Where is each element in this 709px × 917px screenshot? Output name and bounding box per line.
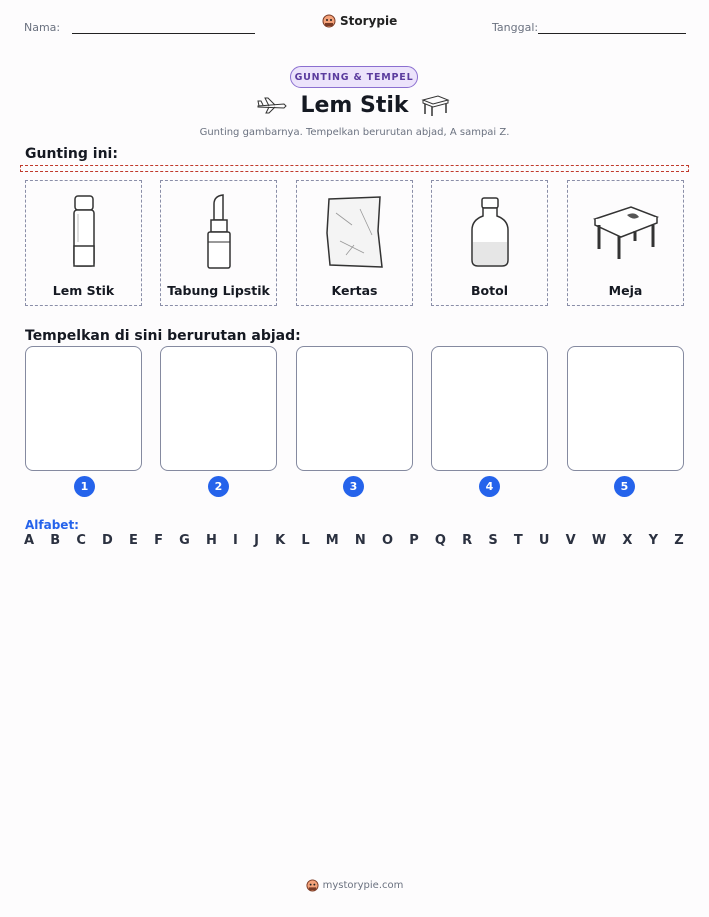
cut-card-label: Meja (608, 283, 643, 298)
alphabet-letter: Z (674, 533, 684, 548)
paste-slot-1[interactable] (25, 346, 142, 471)
alphabet-letter: N (354, 533, 366, 548)
cut-card-botol[interactable] (431, 180, 548, 306)
storypie-mascot-icon (306, 879, 319, 892)
alphabet-letter: T (513, 533, 523, 548)
header-bar (24, 14, 687, 40)
alphabet-letter: X (622, 533, 633, 548)
paste-slot-2[interactable] (160, 346, 277, 471)
alphabet-letter: A (24, 533, 35, 548)
alphabet-letter: F (154, 533, 163, 548)
name-label: Nama: (24, 21, 61, 34)
alphabet-letter: G (179, 533, 190, 548)
footer-site-link[interactable]: mystorypie.com (322, 880, 404, 891)
lipstick-icon (199, 192, 239, 272)
name-field-line[interactable] (72, 33, 255, 34)
activity-badge: GUNTING & TEMPEL (290, 66, 418, 88)
brand-logo (322, 14, 397, 28)
brand-name: Storypie (340, 14, 398, 28)
title-row (0, 93, 709, 123)
alphabet-letter: R (462, 533, 473, 548)
cut-card-lem-stik[interactable] (25, 180, 142, 306)
page-title: Lem Stik (300, 93, 409, 118)
alphabet-letter: J (254, 533, 259, 548)
cut-card-kertas[interactable] (296, 180, 413, 306)
alphabet-letter: E (129, 533, 138, 548)
alphabet-letter: V (565, 533, 576, 548)
paste-slot-4[interactable] (431, 346, 548, 471)
storypie-mascot-icon (322, 14, 336, 28)
alphabet-letter: Y (648, 533, 659, 548)
alphabet-letter: K (275, 533, 286, 548)
date-field-line[interactable] (538, 33, 686, 34)
cut-card-label: Lem Stik (52, 283, 115, 298)
alphabet-letter: U (538, 533, 550, 548)
alphabet-letter: O (381, 533, 394, 548)
paste-section-label: Tempelkan di sini berurutan abjad: (25, 328, 301, 344)
footer (0, 879, 709, 892)
alphabet-letter: C (76, 533, 86, 548)
cut-card-meja[interactable] (567, 180, 684, 306)
cut-card-label: Botol (471, 283, 508, 298)
alphabet-letter: Q (434, 533, 446, 548)
slot-number-3: 3 (343, 476, 364, 497)
table-deco-icon (420, 93, 450, 117)
alphabet-letter: H (205, 533, 217, 548)
alphabet-letter: W (591, 533, 607, 548)
slot-number-1: 1 (74, 476, 95, 497)
date-label: Tanggal: (492, 21, 539, 34)
alphabet-letter: B (50, 533, 61, 548)
slot-number-2: 2 (208, 476, 229, 497)
paper-icon (324, 195, 386, 269)
instruction-text: Gunting gambarnya. Tempelkan berurutan abjad, A sampai Z. (199, 127, 510, 138)
alphabet-letter: D (102, 533, 113, 548)
cut-card-label: Kertas (331, 283, 378, 298)
cut-line (20, 165, 689, 172)
glue-stick-icon (64, 192, 104, 272)
paste-slot-5[interactable] (567, 346, 684, 471)
table-icon (591, 201, 661, 263)
paste-slot-3[interactable] (296, 346, 413, 471)
alphabet-letter: M (325, 533, 339, 548)
alphabet-letter: I (233, 533, 238, 548)
alphabet-label: Alfabet: (25, 518, 79, 532)
alphabet-row (24, 533, 684, 548)
slot-number-5: 5 (614, 476, 635, 497)
cut-card-tabung-lipstik[interactable] (160, 180, 277, 306)
cut-section-label: Gunting ini: (25, 146, 118, 162)
slot-number-4: 4 (479, 476, 500, 497)
bottle-icon (468, 196, 512, 268)
cut-card-label: Tabung Lipstik (167, 283, 270, 298)
alphabet-letter: L (301, 533, 310, 548)
alphabet-letter: P (409, 533, 419, 548)
alphabet-letter: S (488, 533, 498, 548)
